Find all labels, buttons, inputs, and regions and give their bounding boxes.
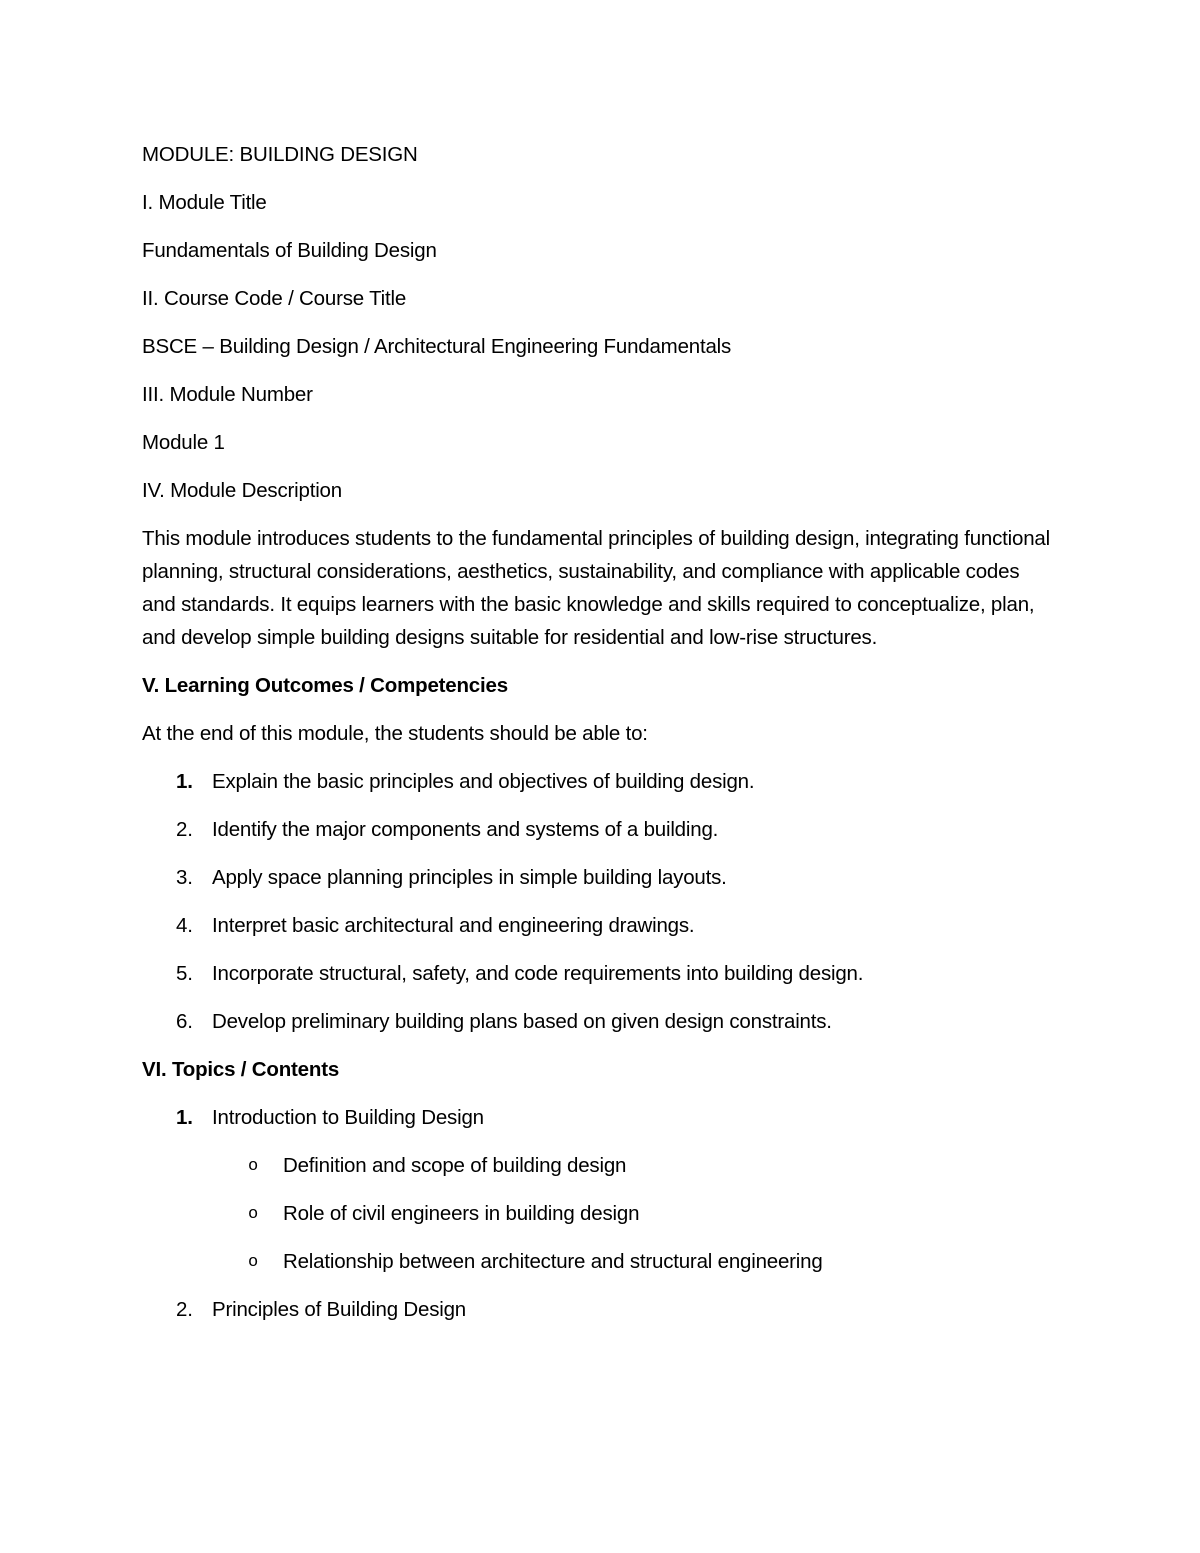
section-course-code-label: II. Course Code / Course Title bbox=[142, 287, 407, 310]
list-item bbox=[142, 861, 1062, 894]
course-code-value: BSCE – Building Design / Architectural Engineering Fundamentals bbox=[142, 335, 732, 358]
circle-bullet-icon: o bbox=[248, 1253, 259, 1272]
section-module-description-label: IV. Module Description bbox=[142, 479, 342, 502]
list-item bbox=[142, 765, 1062, 798]
sub-list-item-text: Definition and scope of building design bbox=[283, 1154, 627, 1177]
list-item bbox=[142, 1293, 1062, 1326]
section-topics-label: VI. Topics / Contents bbox=[142, 1058, 340, 1081]
section-module-title-label: I. Module Title bbox=[142, 191, 267, 214]
list-item bbox=[142, 813, 1062, 846]
section-module-number-label: III. Module Number bbox=[142, 383, 313, 406]
list-number: 5. bbox=[176, 962, 193, 985]
list-item-text: Explain the basic principles and objectives of building design. bbox=[212, 770, 755, 793]
module-title-value: Fundamentals of Building Design bbox=[142, 239, 437, 262]
list-number: 4. bbox=[176, 914, 193, 937]
list-number: 1. bbox=[176, 1106, 193, 1129]
list-item-text: Identify the major components and systems of a building. bbox=[212, 818, 719, 841]
list-number: 2. bbox=[176, 818, 193, 841]
list-item-text: Develop preliminary building plans based on given design constraints. bbox=[212, 1010, 832, 1033]
learning-outcomes-intro: At the end of this module, the students should be able to: bbox=[142, 722, 648, 745]
sub-list-item bbox=[142, 1197, 1062, 1230]
list-item-text: Introduction to Building Design bbox=[212, 1106, 484, 1129]
list-item bbox=[142, 1101, 1062, 1134]
sub-list-item-text: Role of civil engineers in building design bbox=[283, 1202, 640, 1225]
learning-outcomes-list bbox=[142, 765, 1062, 1038]
list-item bbox=[142, 1005, 1062, 1038]
sub-list-item bbox=[142, 1245, 1062, 1278]
section-learning-outcomes-label: V. Learning Outcomes / Competencies bbox=[142, 674, 508, 697]
list-item-text: Interpret basic architectural and engineering drawings. bbox=[212, 914, 695, 937]
list-item-text: Incorporate structural, safety, and code requirements into building design. bbox=[212, 962, 864, 985]
list-number: 6. bbox=[176, 1010, 193, 1033]
document-heading: MODULE: BUILDING DESIGN bbox=[142, 143, 418, 166]
document-page bbox=[142, 138, 1062, 1341]
circle-bullet-icon: o bbox=[248, 1157, 259, 1176]
sub-list-item-text: Relationship between architecture and structural engineering bbox=[283, 1250, 823, 1273]
topics-list bbox=[142, 1101, 1062, 1326]
module-description-text: This module introduces students to the fundamental principles of building design, integrating functional planning, structural considerations, aesthetics, sustainability, and compliance with applicable codes and standards. It equips learners with the basic knowledge and skills required to conceptualize, plan, and develop simple building designs suitable for residential and low-rise structures. bbox=[142, 527, 1050, 649]
list-item bbox=[142, 909, 1062, 942]
list-number: 2. bbox=[176, 1298, 193, 1321]
list-number: 1. bbox=[176, 770, 193, 793]
list-item-text: Principles of Building Design bbox=[212, 1298, 467, 1321]
sub-list-item bbox=[142, 1149, 1062, 1182]
module-number-value: Module 1 bbox=[142, 431, 225, 454]
circle-bullet-icon: o bbox=[248, 1205, 259, 1224]
list-item-text: Apply space planning principles in simple building layouts. bbox=[212, 866, 727, 889]
list-item bbox=[142, 957, 1062, 990]
list-number: 3. bbox=[176, 866, 193, 889]
